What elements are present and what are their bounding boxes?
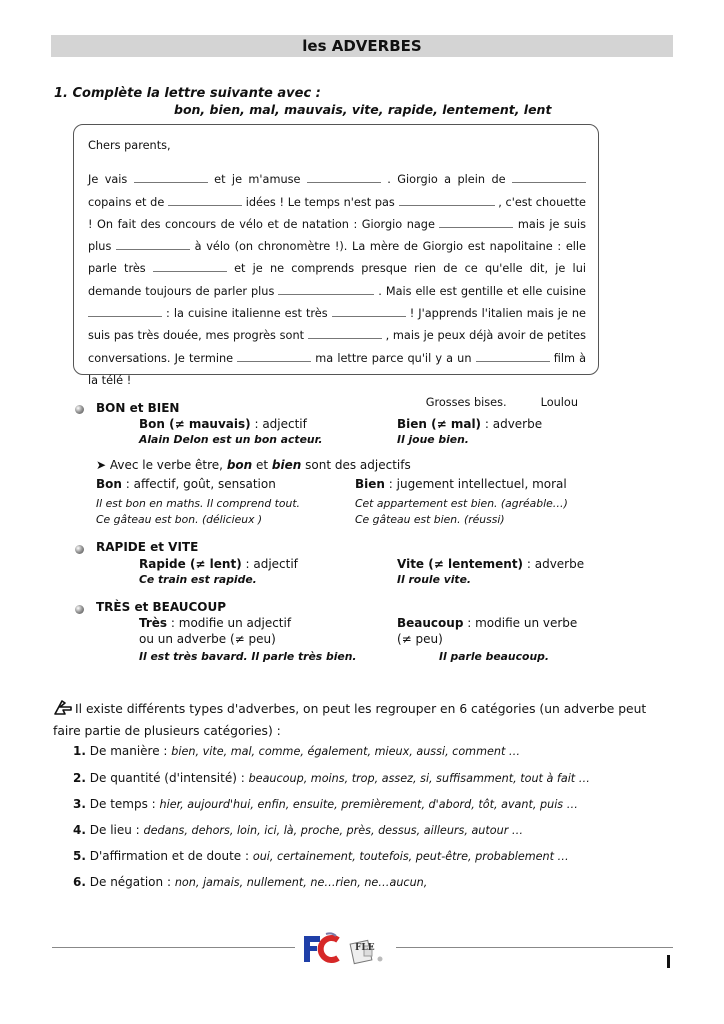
- etre-note: ➤ Avec le verbe être, bon et bien sont des adjectifs: [96, 458, 411, 472]
- category-item: 1. De manière : bien, vite, mal, comme, également, mieux, aussi, comment …: [73, 744, 521, 758]
- category-item: 5. D'affirmation et de doute : oui, certainement, toutefois, peut-être, probablement …: [73, 849, 569, 863]
- category-item: 3. De temps : hier, aujourd'hui, enfin, ensuite, premièrement, d'abord, tôt, avant, puis …: [73, 797, 578, 811]
- exercise-instruction: [54, 86, 321, 101]
- beaucoup-definition: Beaucoup : modifie un verbe: [397, 616, 578, 630]
- section-heading-rapide-vite: RAPIDE et VITE: [96, 540, 199, 554]
- bien-usage: Bien : jugement intellectuel, moral: [355, 477, 567, 491]
- category-item: 2. De quantité (d'intensité) : beaucoup, moins, trop, assez, si, suffisamment, tout à fait …: [73, 771, 590, 785]
- vite-definition: Vite (≠ lentement) : adverbe: [397, 557, 585, 571]
- tres-definition-2: ou un adverbe (≠ peu): [139, 632, 276, 646]
- fle-logo: FLE: [300, 930, 392, 968]
- page-number-marker: [667, 955, 670, 968]
- blank-field[interactable]: [134, 173, 208, 183]
- category-item: 4. De lieu : dedans, dehors, loin, ici, là, proche, près, dessus, ailleurs, autour …: [73, 823, 524, 837]
- pointing-hand-icon: [53, 698, 73, 722]
- letter-signature: Loulou: [540, 396, 578, 410]
- blank-field[interactable]: [237, 352, 311, 362]
- blank-field[interactable]: [308, 329, 382, 339]
- blank-field[interactable]: [332, 307, 406, 317]
- exercise-number: 1.: [54, 86, 68, 101]
- letter-closing: Grosses bises.: [425, 396, 507, 410]
- blank-field[interactable]: [88, 307, 162, 317]
- beaucoup-example: Il parle beaucoup.: [439, 650, 549, 663]
- footer-divider-right: [396, 947, 673, 948]
- bon-usage-example-2: Ce gâteau est bon. (délicieux ): [96, 513, 263, 526]
- intro-paragraph: Il existe différents types d'adverbes, on peut les regrouper en 6 catégories (un adverbe peut faire partie de plusieurs catégories) :: [53, 698, 673, 741]
- category-item: 6. De négation : non, jamais, nullement, ne…rien, ne…aucun,: [73, 875, 428, 889]
- fle-logo-icon: [300, 930, 392, 968]
- blank-field[interactable]: [439, 218, 513, 228]
- blank-field[interactable]: [168, 196, 242, 206]
- blank-field[interactable]: [307, 173, 381, 183]
- page-title: les ADVERBES: [51, 35, 673, 57]
- blank-field[interactable]: [153, 262, 227, 272]
- blank-field[interactable]: [399, 196, 495, 206]
- section-heading-tres-beaucoup: TRÈS et BEAUCOUP: [96, 600, 227, 614]
- bullet-icon: [75, 405, 84, 414]
- blank-field[interactable]: [278, 285, 374, 295]
- blank-field[interactable]: [512, 173, 586, 183]
- bien-example: Il joue bien.: [397, 433, 469, 446]
- letter-text: [88, 135, 586, 415]
- tres-definition: Très : modifie un adjectif: [139, 616, 292, 630]
- letter-greeting: Chers parents,: [88, 139, 171, 152]
- exercise-instruction-text: Complète la lettre suivante avec :: [72, 86, 321, 101]
- beaucoup-definition-2: (≠ peu): [397, 632, 443, 646]
- bon-definition: Bon (≠ mauvais) : adjectif: [139, 417, 307, 431]
- bullet-icon: [75, 605, 84, 614]
- bon-example: Alain Delon est un bon acteur.: [139, 433, 323, 446]
- bullet-icon: [75, 545, 84, 554]
- rapide-definition: Rapide (≠ lent) : adjectif: [139, 557, 298, 571]
- footer-divider-left: [52, 947, 295, 948]
- bien-usage-example-1: Cet appartement est bien. (agréable…): [355, 497, 568, 510]
- bon-usage: Bon : affectif, goût, sensation: [96, 477, 276, 491]
- bien-definition: Bien (≠ mal) : adverbe: [397, 417, 543, 431]
- tres-example: Il est très bavard. Il parle très bien.: [139, 650, 357, 663]
- vite-example: Il roule vite.: [397, 573, 472, 586]
- bien-usage-example-2: Ce gâteau est bien. (réussi): [355, 513, 505, 526]
- blank-field[interactable]: [116, 240, 190, 250]
- exercise-word-list: bon, bien, mal, mauvais, vite, rapide, lentement, lent: [174, 102, 552, 117]
- blank-field[interactable]: [476, 352, 550, 362]
- bon-usage-example-1: Il est bon en maths. Il comprend tout.: [96, 497, 300, 510]
- rapide-example: Ce train est rapide.: [139, 573, 257, 586]
- section-heading-bon-bien: BON et BIEN: [96, 401, 180, 415]
- arrow-icon: ➤: [96, 458, 107, 472]
- letter-body: Je vais et je m'amuse . Giorgio a plein de copains et de idées ! Le temps n'est pas , c'est chouette ! On fait des concours de vélo et de natation : Giorgio nage mais je suis plus à vélo (on chronomètre !). La mère de Giorgio est napolitaine : elle parle très et je ne comprends presque rien de ce qu'elle dit, je lui demande toujours de parler plus . Mais elle est gentille et elle cuisine : la cuisine italienne est très ! J'apprends l'italien mais je ne suis pas très douée, mes progrès sont , mais je peux déjà avoir de petites conversations. Je termine ma lettre parce qu'il y a un film à la télé !: [88, 173, 586, 387]
